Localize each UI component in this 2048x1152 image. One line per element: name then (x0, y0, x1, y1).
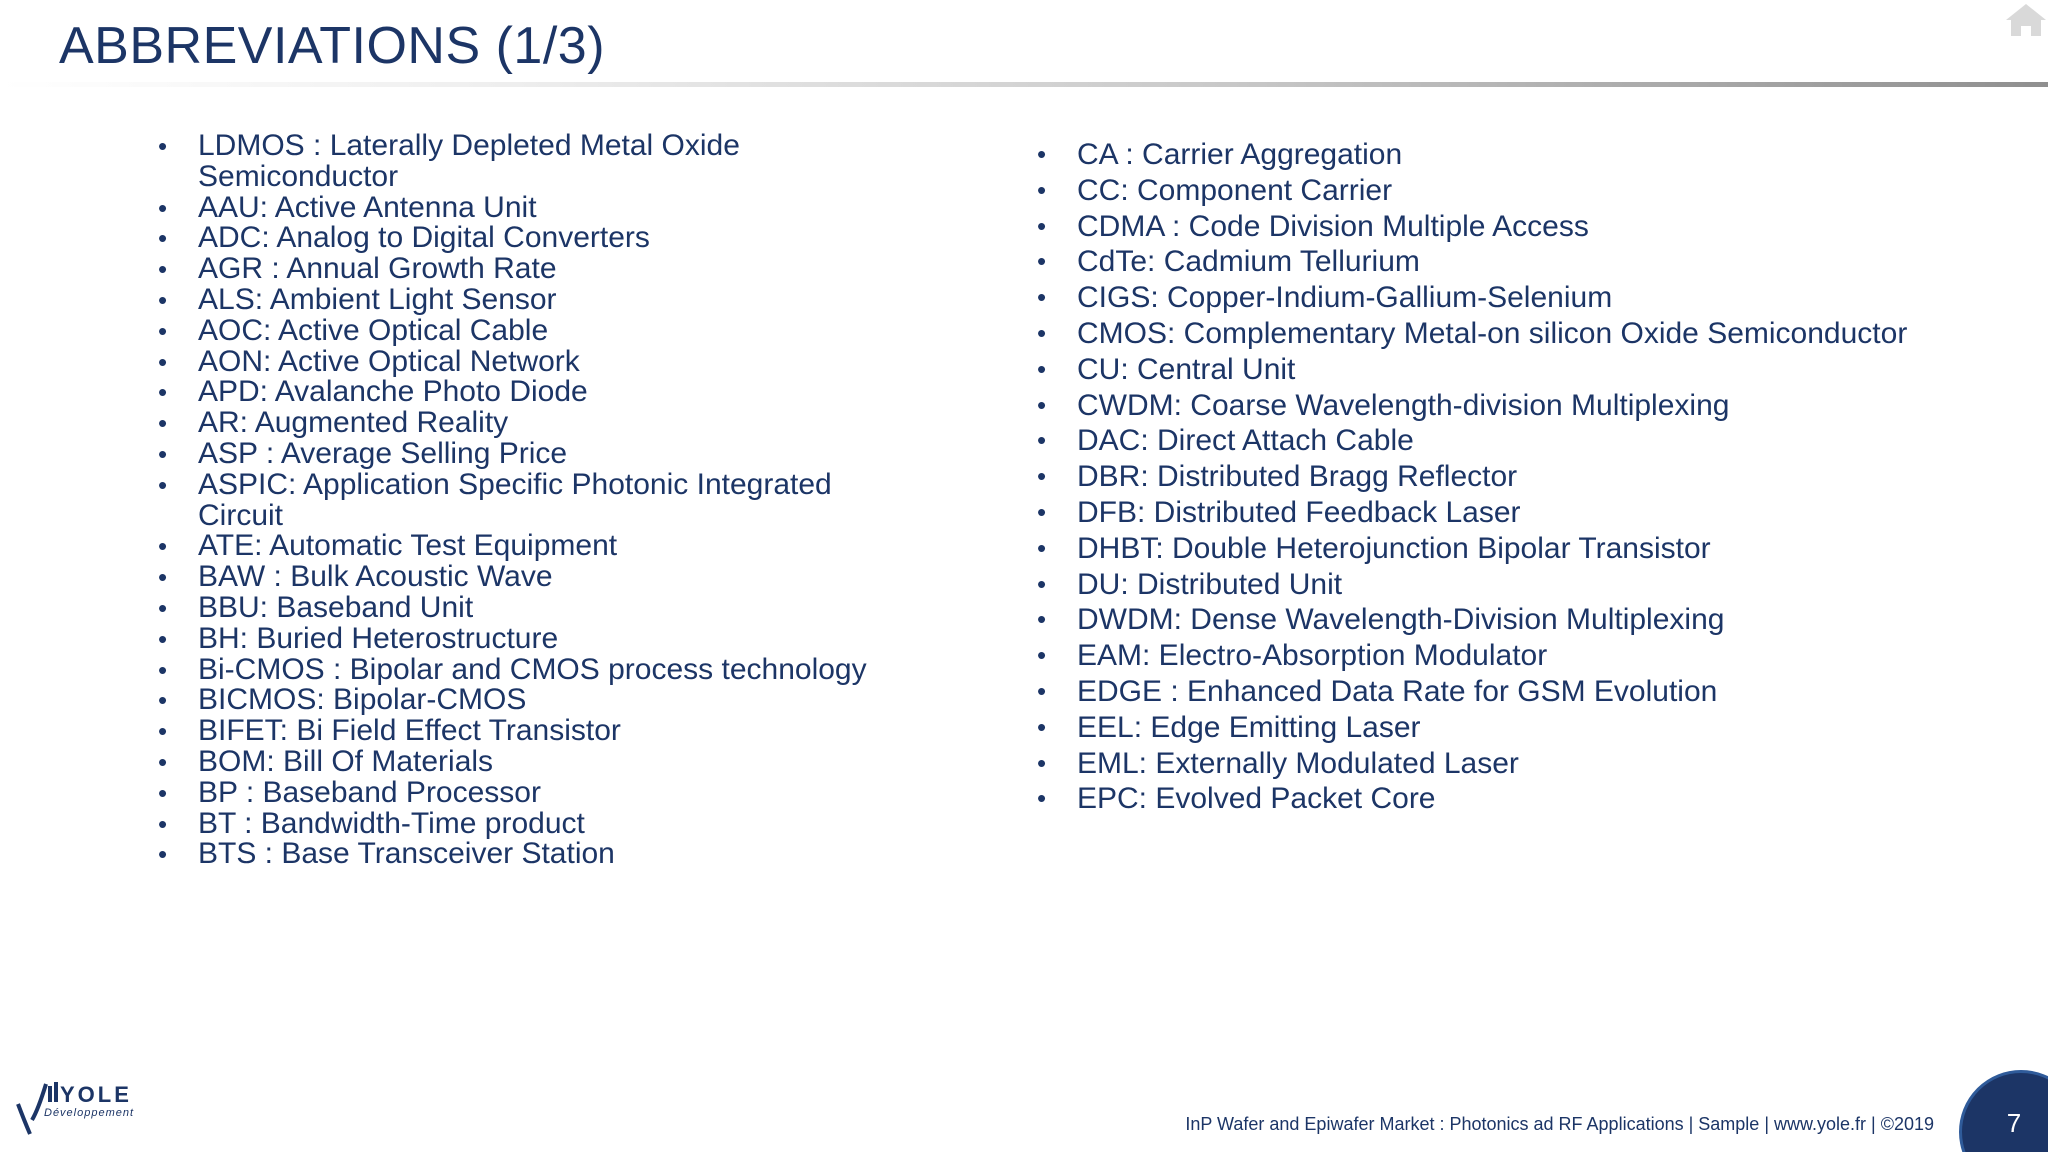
abbreviation-item (1037, 388, 1977, 424)
footer-text: InP Wafer and Epiwafer Market : Photonics ad RF Applications | Sample | www.yole.fr | ©2019 (1185, 1114, 1934, 1134)
abbreviation-item (1037, 209, 1977, 245)
bullet: • (158, 377, 168, 408)
bullet: • (1037, 747, 1047, 778)
abbreviation-item (158, 254, 918, 285)
abbreviation-text: AGR : Annual Growth Rate (198, 252, 557, 286)
abbreviation-text: LDMOS : Laterally Depleted Metal Oxide Semiconductor (198, 129, 740, 193)
abbreviation-text: DHBT: Double Heterojunction Bipolar Transistor (1077, 531, 1711, 565)
abbreviation-item (158, 839, 918, 870)
abbreviation-item (158, 562, 918, 593)
abbreviation-text: BIFET: Bi Field Effect Transistor (198, 714, 621, 748)
abbreviation-item (1037, 781, 1977, 817)
bullet: • (1037, 389, 1047, 420)
bullet: • (158, 654, 168, 685)
bullet: • (1037, 496, 1047, 527)
abbreviation-text: BTS : Base Transceiver Station (198, 837, 615, 871)
bullet: • (1037, 353, 1047, 384)
abbreviation-text: EML: Externally Modulated Laser (1077, 746, 1519, 780)
abbreviation-text: CU: Central Unit (1077, 352, 1296, 386)
abbreviation-text: ASP : Average Selling Price (198, 436, 568, 470)
abbreviation-item (1037, 423, 1977, 459)
abbreviation-text: BP : Baseband Processor (198, 775, 541, 809)
bullet: • (1037, 640, 1047, 671)
bullet: • (1037, 139, 1047, 169)
abbreviation-item (158, 621, 918, 655)
abbreviation-item (158, 377, 918, 408)
abbreviation-text: ASPIC: Application Specific Photonic Integrated Circuit (198, 467, 832, 532)
bullet: • (158, 746, 168, 777)
abbreviation-text: EDGE : Enhanced Data Rate for GSM Evolution (1077, 674, 1718, 708)
bullet: • (158, 685, 168, 716)
abbreviation-item (1037, 459, 1977, 495)
bullet: • (158, 531, 168, 562)
abbreviation-item (158, 685, 918, 716)
page-number: 7 (2006, 1108, 2022, 1138)
abbreviation-text: EEL: Edge Emitting Laser (1077, 710, 1421, 744)
abbreviation-text: ALS: Ambient Light Sensor (198, 282, 557, 316)
bullet: • (158, 716, 168, 747)
abbreviation-item (1037, 495, 1977, 531)
abbreviation-item (158, 223, 918, 254)
abbreviation-text: APD: Avalanche Photo Diode (198, 375, 588, 409)
abbreviation-item (158, 313, 918, 347)
bullet: • (158, 808, 168, 839)
bullet: • (158, 131, 168, 161)
abbreviation-text: AR: Augmented Reality (198, 406, 509, 440)
abbreviation-text: EAM: Electro-Absorption Modulator (1077, 639, 1548, 673)
abbreviation-item (158, 131, 918, 193)
abbreviation-text: Bi-CMOS : Bipolar and CMOS process technology (198, 652, 867, 686)
abbreviation-text: EPC: Evolved Packet Core (1077, 782, 1436, 816)
bullet: • (158, 223, 168, 254)
abbreviation-text: CA : Carrier Aggregation (1077, 138, 1403, 171)
bullet: • (1037, 711, 1047, 742)
abbreviation-item (1037, 173, 1977, 209)
bullet: • (1037, 783, 1047, 814)
logo-brand: YOLE (60, 1082, 132, 1107)
abbreviation-text: BBU: Baseband Unit (198, 590, 474, 624)
abbreviation-text: DAC: Direct Attach Cable (1077, 424, 1414, 458)
abbreviation-item (1037, 567, 1977, 603)
bullet: • (1037, 461, 1047, 492)
bullet: • (1037, 604, 1047, 635)
home-icon[interactable] (2004, 0, 2048, 40)
bullet: • (158, 777, 168, 808)
abbreviation-item (158, 467, 918, 532)
bullet: • (158, 623, 168, 654)
bullet: • (158, 592, 168, 623)
abbreviation-text: DFB: Distributed Feedback Laser (1077, 495, 1521, 529)
abbreviation-text: CMOS: Complementary Metal-on silicon Oxide Semiconductor (1077, 316, 1908, 350)
abbreviation-text: BAW : Bulk Acoustic Wave (198, 560, 553, 594)
abbreviation-item (1037, 746, 1977, 782)
abbreviation-item (158, 744, 918, 778)
bullet: • (1037, 246, 1047, 277)
abbreviation-item (1037, 316, 1977, 352)
abbreviation-item (1037, 638, 1977, 674)
abbreviation-text: BICMOS: Bipolar-CMOS (198, 683, 527, 717)
abbreviation-item (1037, 602, 1977, 638)
abbreviation-item (158, 531, 918, 562)
abbreviation-item (1037, 280, 1977, 316)
abbreviation-text: CDMA : Code Division Multiple Access (1077, 209, 1589, 243)
abbreviation-text: DBR: Distributed Bragg Reflector (1077, 460, 1518, 494)
abbreviation-item (158, 652, 918, 686)
page-title: ABBREVIATIONS (1/3) (59, 17, 606, 75)
logo-sub: Développement (44, 1107, 135, 1119)
abbreviation-item (158, 408, 918, 439)
abbreviation-item (158, 436, 918, 470)
abbreviation-item (158, 806, 918, 840)
abbreviation-text: BOM: Bill Of Materials (198, 744, 494, 778)
bullet: • (1037, 568, 1047, 599)
bullet: • (158, 469, 168, 500)
abbreviation-text: CdTe: Cadmium Tellurium (1077, 245, 1420, 279)
bullet: • (158, 284, 168, 315)
abbreviation-text: AON: Active Optical Network (198, 344, 580, 378)
bullet: • (1037, 425, 1047, 456)
bullet: • (158, 438, 168, 469)
bullet: • (158, 192, 168, 223)
abbreviation-item (1037, 674, 1977, 710)
bullet: • (158, 408, 168, 439)
abbreviation-text: DU: Distributed Unit (1077, 567, 1343, 601)
abbreviation-item (1037, 244, 1977, 280)
bullet: • (1037, 210, 1047, 241)
bullet: • (158, 315, 168, 346)
abbreviation-item (158, 590, 918, 624)
abbreviation-item (158, 282, 918, 316)
abbreviation-text: CIGS: Copper-Indium-Gallium-Selenium (1077, 281, 1613, 315)
abbreviation-text: AOC: Active Optical Cable (198, 313, 549, 347)
bullet: • (158, 562, 168, 593)
abbreviation-item (158, 716, 918, 747)
abbreviation-item (1037, 531, 1977, 567)
abbreviation-text: DWDM: Dense Wavelength-Division Multiplexing (1077, 603, 1725, 637)
abbreviation-text: CC: Component Carrier (1077, 173, 1393, 207)
abbreviation-item (1037, 710, 1977, 746)
bullet: • (1037, 282, 1047, 313)
bullet: • (158, 254, 168, 285)
abbreviation-item (158, 775, 918, 809)
abbreviation-list-right (1037, 137, 1977, 817)
abbreviation-item (158, 344, 918, 378)
abbreviation-text: ADC: Analog to Digital Converters (198, 221, 650, 255)
abbreviation-text: ATE: Automatic Test Equipment (198, 529, 618, 563)
bullet: • (158, 346, 168, 377)
yole-logo[interactable] (16, 1074, 156, 1144)
bullet: • (158, 839, 168, 870)
title-underline (0, 82, 2048, 87)
bullet: • (1037, 532, 1047, 563)
bullet: • (1037, 317, 1047, 348)
abbreviation-text: BH: Buried Heterostructure (198, 621, 559, 655)
abbreviation-text: BT : Bandwidth-Time product (198, 806, 585, 840)
abbreviation-item (1037, 137, 1977, 173)
abbreviation-item (158, 190, 918, 224)
abbreviation-text: CWDM: Coarse Wavelength-division Multiplexing (1077, 388, 1730, 422)
bullet: • (1037, 675, 1047, 706)
abbreviation-item (1037, 352, 1977, 388)
abbreviation-text: AAU: Active Antenna Unit (198, 190, 537, 224)
bullet: • (1037, 174, 1047, 205)
abbreviation-list-left (158, 131, 918, 870)
